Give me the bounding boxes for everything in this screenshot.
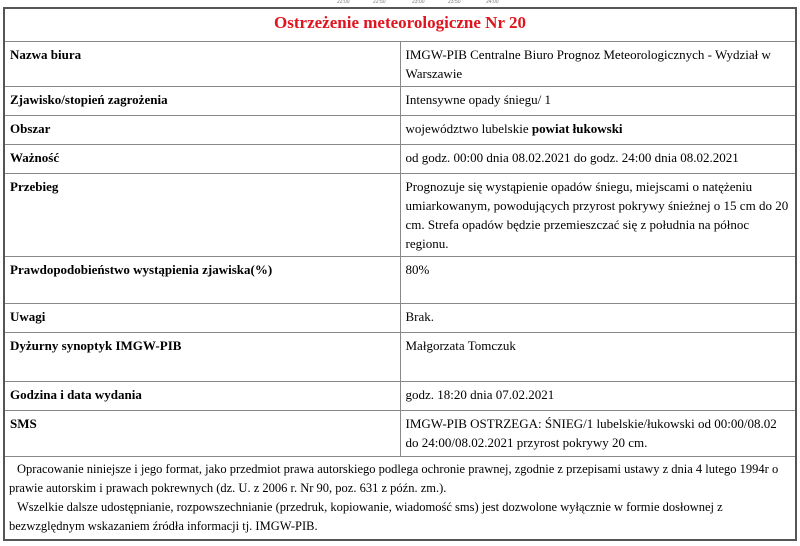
table-row — [4, 42, 796, 87]
validity-value: od godz. 00:00 dnia 08.02.2021 do godz. 24:00 dnia 08.02.2021 — [400, 145, 796, 174]
table-row — [4, 145, 796, 174]
probability-label: Prawdopodobieństwo wystąpienia zjawiska(%) — [4, 257, 400, 304]
issued-label: Godzina i data wydania — [4, 382, 400, 411]
area-county: powiat łukowski — [531, 121, 623, 136]
sms-label: SMS — [4, 411, 400, 457]
title-row — [4, 8, 796, 42]
table-row — [4, 382, 796, 411]
area-label: Obszar — [4, 116, 400, 145]
remarks-value: Brak. — [400, 304, 796, 333]
warning-title: Ostrzeżenie meteorologiczne Nr 20 — [4, 8, 796, 42]
scale-label: 24:00 — [486, 0, 499, 5]
forecaster-value: Małgorzata Tomczuk — [400, 333, 796, 382]
course-label: Przebieg — [4, 174, 400, 257]
scale-label: 23:50 — [448, 0, 461, 5]
copyright-notice — [4, 457, 796, 541]
table-row — [4, 304, 796, 333]
footer-row — [4, 457, 796, 541]
sms-value: IMGW-PIB OSTRZEGA: ŚNIEG/1 lubelskie/łukowski od 00:00/08.02 do 24:00/08.02.2021 przyrost pokrywy 20 cm. — [400, 411, 796, 457]
area-value — [400, 116, 796, 145]
table-row — [4, 174, 796, 257]
scale-label: 22:00 — [337, 0, 350, 5]
course-value: Prognozuje się wystąpienie opadów śniegu, miejscami o natężeniu umiarkowanym, powodujących przyrost pokrywy śnieżnej o 15 cm do 20 cm. Strefa opadów będzie przemieszczać się z południa na północ regionu. — [400, 174, 796, 257]
warning-table — [3, 7, 797, 541]
copyright-text: Opracowanie niniejsze i jego format, jako przedmiot prawa autorskiego podlega ochronie prawnej, zgodnie z przepisami ustawy z dnia 4 lutego 1994r o prawie autorskim i prawach pokrewnych (dz. U. z 2006 r. Nr 90, poz. 631 z późn. zm.). — [9, 462, 779, 495]
scale-label: 22:50 — [373, 0, 386, 5]
table-row — [4, 87, 796, 116]
remarks-label: Uwagi — [4, 304, 400, 333]
forecaster-label: Dyżurny synoptyk IMGW-PIB — [4, 333, 400, 382]
table-row — [4, 116, 796, 145]
table-row — [4, 411, 796, 457]
area-region: województwo lubelskie — [405, 121, 532, 136]
table-row — [4, 257, 796, 304]
issued-value: godz. 18:20 dnia 07.02.2021 — [400, 382, 796, 411]
probability-value: 80% — [400, 257, 796, 304]
phenomenon-value: Intensywne opady śniegu/ 1 — [400, 87, 796, 116]
distribution-text: Wszelkie dalsze udostępnianie, rozpowszechnianie (przedruk, kopiowanie, wiadomość sms) jest dozwolone wyłącznie w formie dosłownej z bezwzględnym wskazaniem źródła informacji tj. IMGW-PIB. — [9, 500, 723, 533]
scale-label: 23:00 — [412, 0, 425, 5]
phenomenon-label: Zjawisko/stopień zagrożenia — [4, 87, 400, 116]
validity-label: Ważność — [4, 145, 400, 174]
table-row — [4, 333, 796, 382]
office-value: IMGW-PIB Centralne Biuro Prognoz Meteorologicznych - Wydział w Warszawie — [400, 42, 796, 87]
office-label: Nazwa biura — [4, 42, 400, 87]
